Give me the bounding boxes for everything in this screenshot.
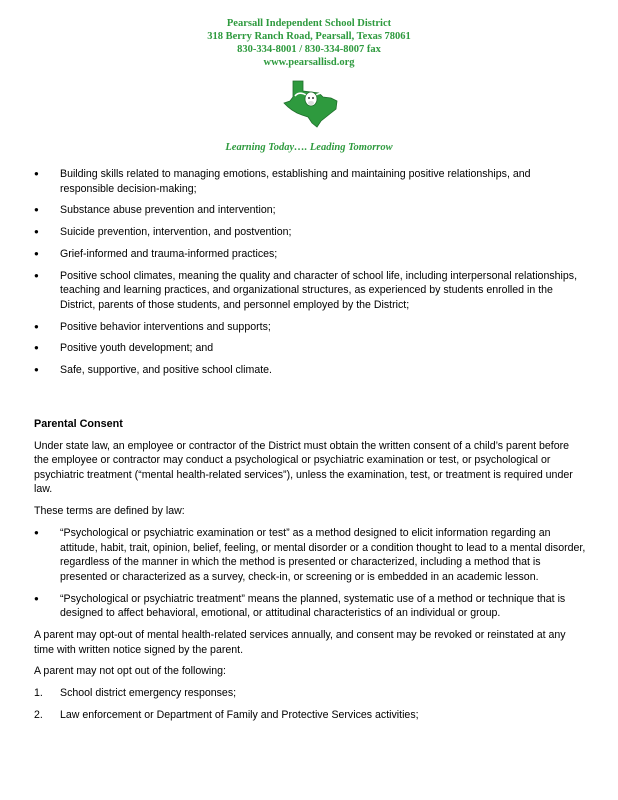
bullet-icon: ●: [34, 343, 39, 353]
bullet-icon: ●: [34, 248, 39, 258]
district-phone: 830-334-8001 / 830-334-8007 fax: [237, 44, 381, 55]
list-item: [34, 225, 586, 240]
list-item-text: “Psychological or psychiatric treatment” means the planned, systematic use of a method or technique that is designed to affect behavioral, emotional, or attitudinal characteristics of an individual or group.: [60, 592, 566, 620]
list-item: [34, 363, 586, 378]
bullet-icon: ●: [34, 227, 39, 237]
definitions-list: [34, 526, 586, 621]
district-website[interactable]: www.pearsallisd.org: [263, 57, 355, 68]
bullet-icon: ●: [34, 169, 39, 178]
list-item-text: Substance abuse prevention and intervention;: [60, 204, 276, 217]
definition-item: [34, 526, 586, 584]
list-item: [34, 167, 586, 196]
texas-longhorn-logo-icon: [281, 77, 341, 129]
list-item-text: Safe, supportive, and positive school climate.: [60, 364, 272, 377]
item-number: 1.: [34, 687, 43, 700]
bullet-icon: ●: [34, 365, 39, 375]
bullet-icon: ●: [34, 527, 39, 537]
bullet-icon: ●: [34, 593, 39, 603]
numbered-item: [34, 686, 586, 701]
list-item-text: School district emergency responses;: [60, 687, 237, 700]
paragraph: Under state law, an employee or contractor of the District must obtain the written consent of a child’s parent before the employee or contractor may conduct a psychological or psychiatric examination or test, or psychological or psychiatric treatment (“mental health-related services”), unless the examination, test, or treatment is required under law.: [34, 439, 573, 496]
list-item-text: Law enforcement or Department of Family and Protective Services activities;: [60, 708, 419, 721]
list-item: [34, 203, 586, 218]
list-item-text: “Psychological or psychiatric examination or test” as a method designed to elicit information regarding an attitude, habit, trait, opinion, belief, feeling, or mental disorder or a condition thought to lead to a mental disorder, regardless of the manner in which the method is presented or characterized, including a method that is presented or characterized as a survey, check-in, or screening or is embedded in an academic lesson.: [60, 526, 586, 583]
bullet-icon: ●: [34, 270, 39, 280]
document-body: [34, 167, 586, 730]
paragraph: A parent may not opt out of the following:: [34, 665, 226, 678]
bullet-icon: ●: [34, 321, 39, 331]
bullet-icon: ●: [34, 205, 39, 215]
list-item-text: Building skills related to managing emotions, establishing and maintaining positive relationships, and responsible decision-making;: [60, 168, 531, 195]
list-item-text: Grief-informed and trauma-informed practices;: [60, 247, 278, 260]
list-item-text: Positive school climates, meaning the quality and character of school life, including interpersonal relationships, teaching and learning practices, and organizational structures, as experienced by students enrolled in the District, parents of those students, and personnel employed by the District;: [60, 269, 578, 311]
exceptions-list: [34, 686, 586, 722]
list-item: [34, 247, 586, 262]
paragraph: A parent may opt-out of mental health-related services annually, and consent may be revoked or reinstated at any time with written notice signed by the parent.: [34, 628, 566, 656]
list-item: [34, 269, 586, 313]
services-list: [34, 167, 586, 378]
numbered-item: [34, 708, 586, 723]
district-name: Pearsall Independent School District: [226, 18, 392, 29]
district-address: 318 Berry Ranch Road, Pearsall, Texas 78061: [207, 31, 411, 42]
district-tagline: Learning Today…. Leading Tomorrow: [225, 142, 393, 153]
paragraph: These terms are defined by law:: [34, 505, 185, 518]
definition-item: [34, 592, 586, 621]
list-item-text: Positive behavior interventions and supports;: [60, 320, 271, 333]
list-item-text: Positive youth development; and: [60, 342, 214, 355]
letterhead: [0, 17, 618, 69]
list-item: [34, 320, 586, 335]
list-item-text: Suicide prevention, intervention, and postvention;: [60, 226, 292, 239]
section-heading: Parental Consent: [34, 418, 123, 431]
list-item: [34, 341, 586, 356]
item-number: 2.: [34, 708, 43, 721]
